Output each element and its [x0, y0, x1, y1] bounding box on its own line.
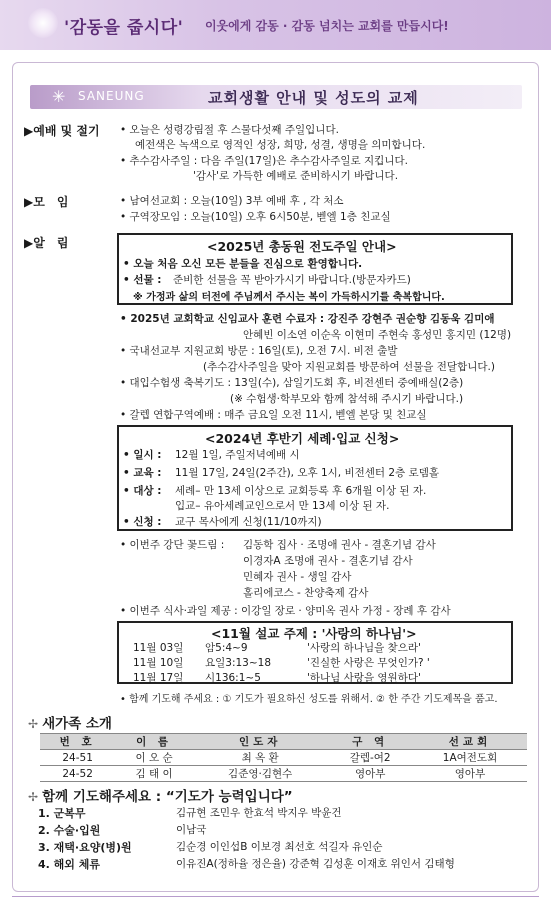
sermon-date-1: 11월 03일 — [133, 642, 184, 654]
worship-heading: ▶예배 및 절기 — [24, 124, 100, 138]
cell-district: 영아부 — [327, 766, 413, 782]
baptism-edu-label: • 교육 : — [123, 467, 162, 479]
worship-line-2: 예전색은 녹색으로 영적인 성장, 희망, 성결, 생명을 의미합니다. — [135, 139, 426, 151]
meeting-line-1: • 남여선교회 : 오늘(10일) 3부 예배 후 , 각 처소 — [120, 195, 344, 207]
sermon-title: <11월 설교 주제 : '사랑의 하나님'> — [211, 626, 417, 641]
sermon-verse-1: 암5:4~9 — [205, 642, 248, 654]
baptism-title: <2024년 후반기 세례·입교 신청> — [205, 431, 400, 446]
cell-number: 24-52 — [40, 766, 115, 782]
top-banner — [0, 0, 551, 50]
section-header — [30, 85, 522, 109]
mission-line-1: • 국내선교부 지원교회 방문 : 16일(토), 오전 7시. 비전 출발 — [120, 345, 398, 357]
teacher-line-1 — [120, 311, 495, 326]
prayer-names-2: 이남국 — [176, 824, 207, 836]
banner-slogan: '감동을 줍시다' — [64, 18, 184, 38]
prayer-names-1: 김규현 조민우 한효석 박지우 박윤건 — [176, 807, 342, 819]
new-family-title: 새가족 소개 — [42, 716, 112, 732]
cell-name: 김 태 이 — [115, 766, 193, 782]
cell-mission: 1A여전도회 — [413, 750, 527, 766]
evangelism-box — [117, 233, 513, 305]
cross-icon: ✢ — [28, 717, 39, 731]
sermon-topic-1: '사랑의 하나님을 찾으라' — [307, 642, 421, 654]
table-row — [40, 766, 527, 782]
banner-subslogan: 이웃에게 감동 · 감동 넘치는 교회를 만듭시다! — [205, 19, 449, 33]
flowers-label: • 이번주 강단 꽃드림 : — [120, 539, 225, 551]
col-header-name: 이 름 — [115, 734, 193, 750]
new-family-table — [40, 733, 527, 782]
prayer-names-3: 김순경 이인섭B 이보경 최선호 석길자 유인순 — [176, 841, 383, 853]
teacher-text: • 2025년 교회학교 신임교사 훈련 수료자 : 강진주 강현주 권순향 김동욱 김미애 — [120, 313, 495, 325]
prayer-label-2: 2. 수술·입원 — [38, 824, 101, 837]
baptism-box — [117, 425, 513, 531]
cell-guide: 김준영·김현수 — [193, 766, 327, 782]
prayer-title: 함께 기도해주세요 : “기도가 능력입니다” — [42, 789, 293, 805]
flowers-item-4: 홀리에코스 - 찬양축제 감사 — [243, 587, 369, 599]
col-header-district: 구 역 — [327, 734, 413, 750]
notice-heading: ▶알 림 — [24, 236, 69, 250]
new-family-heading — [28, 712, 112, 732]
cell-number: 24-51 — [40, 750, 115, 766]
col-header-number: 번 호 — [40, 734, 115, 750]
sermon-date-3: 11월 17일 — [133, 672, 184, 684]
mission-line-2: (추수감사주일을 맞아 지원교회를 방문하여 선물을 전달합니다.) — [203, 361, 495, 373]
meeting-line-2: • 구역장모임 : 오늘(10일) 오후 6시50분, 벧엘 1층 친교실 — [120, 211, 391, 223]
evangelism-title: <2025년 총동원 전도주일 안내> — [207, 239, 397, 254]
section-title: 교회생활 안내 및 성도의 교제 — [208, 89, 419, 107]
exam-line-2: (※ 수험생·학부모와 함께 참석해 주시기 바랍니다.) — [230, 393, 464, 405]
baptism-date-label: • 일시 : — [123, 449, 162, 461]
baptism-target-text-2: 입교– 유아세례교인으로서 만 13세 이상 된 자. — [175, 500, 390, 512]
baptism-apply-text: 교구 목사에게 신청(11/10까지) — [175, 516, 322, 528]
sermon-topic-3: '하나님 사랑을 영원하다' — [307, 672, 421, 684]
evangelism-gift-label: • 선물 : — [123, 274, 162, 286]
table-row — [40, 750, 527, 766]
worship-line-3: • 추수감사주일 : 다음 주일(17일)은 추수감사주일로 지킵니다. — [120, 155, 408, 167]
section-eng-label: SANEUNG — [78, 89, 145, 103]
baptism-apply-label: • 신청 : — [123, 516, 162, 528]
evangelism-gift-text: 준비한 선물을 꼭 받아가시기 바랍니다.(방문자카드) — [173, 274, 411, 286]
col-header-guide: 인도자 — [193, 734, 327, 750]
table-header-row — [40, 734, 527, 750]
col-header-mission: 선교회 — [413, 734, 527, 750]
meeting-heading: ▶모 임 — [24, 195, 69, 209]
flowers-item-2: 이경자A 조명애 권사 - 결혼기념 감사 — [243, 555, 413, 567]
cell-name: 이 오 순 — [115, 750, 193, 766]
cell-guide: 최 옥 환 — [193, 750, 327, 766]
bottom-divider — [12, 896, 539, 897]
baptism-edu-text: 11월 17일, 24일(2주간), 오후 1시, 비전센터 2층 로뎀홀 — [175, 467, 439, 479]
prayer-label-1: 1. 군복무 — [38, 807, 86, 820]
cell-mission: 영아부 — [413, 766, 527, 782]
meal-line: • 이번주 식사·과일 제공 : 이강일 장로 · 양미옥 권사 가정 - 장례 후 감사 — [120, 605, 451, 617]
galilee-line: • 갈렙 연합구역예배 : 매주 금요일 오전 11시, 벧엘 본당 및 친교실 — [120, 409, 427, 421]
teacher-line-2: 안혜빈 이소연 이순옥 이현미 주현숙 홍성민 홍지민 (12명) — [243, 329, 512, 341]
sermon-date-2: 11월 10일 — [133, 657, 184, 669]
cell-district: 갈렙-여2 — [327, 750, 413, 766]
baptism-target-text-1: 세례– 만 13세 이상으로 교회등록 후 6개월 이상 된 자. — [175, 485, 427, 497]
baptism-target-label: • 대상 : — [123, 485, 162, 497]
flowers-item-1: 김동학 집사 · 조명애 권사 - 결혼기념 감사 — [243, 539, 436, 551]
prayer-request-line: • 함께 기도해 주세요 : ① 기도가 필요하신 성도를 위해서. ② 한 주간 기도제목을 품고. — [120, 694, 498, 705]
sermon-box — [117, 621, 513, 684]
flower-icon — [28, 8, 58, 38]
sermon-topic-2: '진실한 사랑은 무엇인가? ' — [307, 657, 430, 669]
worship-line-4: '감사'로 가득한 예배로 준비하시기 바랍니다. — [193, 170, 399, 182]
evangelism-blessing: ※ 가정과 삶의 터전에 주님께서 주시는 복이 가득하시기를 축복합니다. — [133, 292, 445, 303]
flowers-item-3: 민혜자 권사 - 생일 감사 — [243, 571, 352, 583]
exam-line-1: • 대입수험생 축복기도 : 13일(수), 삼일기도회 후, 비전센터 중예배실(2층) — [120, 377, 464, 389]
leaf-icon: ✳ — [52, 87, 66, 106]
worship-line-1: • 오늘은 성령강림절 후 스물다섯째 주일입니다. — [120, 124, 339, 136]
prayer-label-4: 4. 해외 체류 — [38, 858, 100, 871]
prayer-heading — [28, 785, 293, 805]
cross-icon: ✢ — [28, 790, 39, 804]
sermon-verse-2: 요일3:13~18 — [205, 657, 272, 669]
prayer-label-3: 3. 재택·요양(병)원 — [38, 841, 132, 854]
baptism-date-text: 12월 1일, 주일저녁예배 시 — [175, 449, 300, 461]
evangelism-welcome: • 오늘 처음 오신 모든 분들을 진심으로 환영합니다. — [123, 258, 363, 270]
prayer-names-4: 이유진A(정하율 정은율) 강준혁 김성훈 이재호 위인서 김태형 — [176, 858, 455, 870]
sermon-verse-3: 시136:1~5 — [205, 672, 261, 684]
